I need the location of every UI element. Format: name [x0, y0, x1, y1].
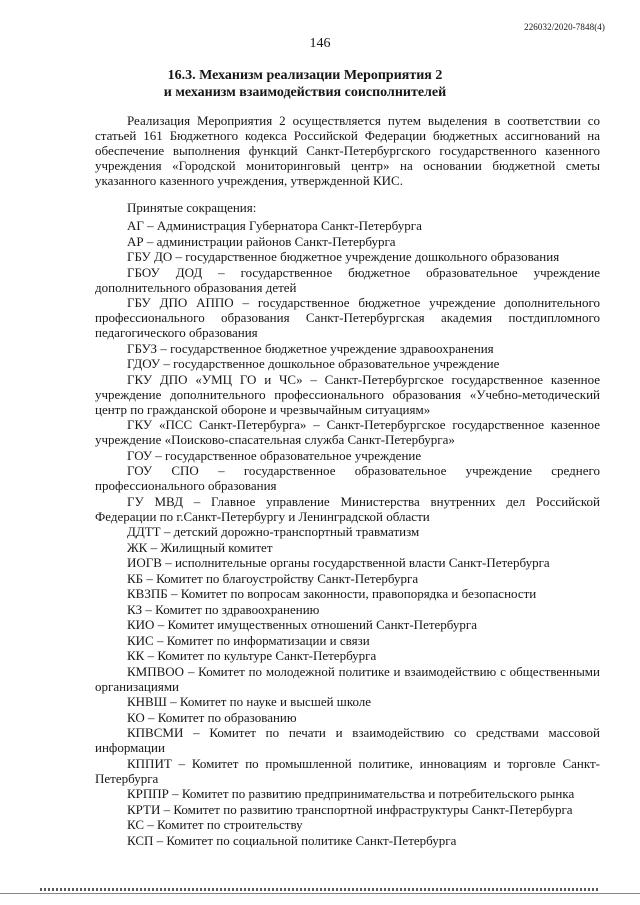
abbreviation-item: ГБУЗ – государственное бюджетное учреждение здравоохранения — [127, 340, 494, 356]
scan-artifact-line — [40, 888, 600, 891]
abbreviation-item: КМПВОО – Комитет по молодежной политике и взаимодействию с общественными организациями — [95, 663, 600, 694]
document-number: 226032/2020-7848(4) — [524, 22, 605, 32]
abbreviation-item: КРТИ – Комитет по развитию транспортной инфраструктуры Санкт-Петербурга — [127, 801, 573, 817]
abbreviation-item: КЗ – Комитет по здравоохранению — [127, 601, 320, 617]
abbreviation-item: КИО – Комитет имущественных отношений Санкт-Петербурга — [127, 617, 478, 632]
abbreviation-item: КППИТ – Комитет по промышленной политике, инновациям и торговле Санкт-Петербурга — [95, 755, 600, 786]
abbreviation-item: АГ – Администрация Губернатора Санкт-Петербурга — [127, 218, 422, 233]
abbreviation-item: КПВСМИ – Комитет по печати и взаимодействию со средствами массовой информации — [95, 725, 600, 755]
abbreviation-item: АР – администрации районов Санкт-Петербурга — [127, 233, 396, 249]
abbreviation-item: ГОУ СПО – государственное образовательное учреждение среднего профессионального образования — [95, 463, 600, 493]
abbreviation-item: ГБУ ДПО АППО – государственное бюджетное учреждение дополнительного профессионального образования Санкт-Петербургская академия постдипломного педагогического образования — [95, 295, 600, 340]
abbreviation-item: ГБОУ ДОД – государственное бюджетное образовательное учреждение дополнительного образования детей — [95, 264, 600, 295]
abbreviation-item: ГБУ ДО – государственное бюджетное учреждение дошкольного образования — [127, 249, 560, 264]
abbreviations-title: Принятые сокращения: — [127, 200, 257, 215]
abbreviation-item: КВЗПБ – Комитет по вопросам законности, правопорядка и безопасности — [127, 586, 537, 601]
abbreviation-item: КК – Комитет по культуре Санкт-Петербурга — [127, 648, 377, 663]
page-number: 146 — [309, 36, 331, 51]
intro-paragraph: Реализация Мероприятия 2 осуществляется путем выделения в соответствии со статьей 161 Бюджетного кодекса Российской Федерации бюджетных ассигнований на обеспечение выполнения функций Санкт-Петербургского государственного казенного учреждения «Городской мониторинговый центр» на основании бюджетной сметы указанного казенного учреждения, утвержденной КИС. — [95, 113, 600, 188]
abbreviation-item: ГОУ – государственное образовательное учреждение — [127, 447, 422, 463]
abbreviation-item: КСП – Комитет по социальной политике Санкт-Петербурга — [127, 832, 457, 848]
abbreviation-item: ИОГВ – исполнительные органы государственной власти Санкт-Петербурга — [127, 555, 550, 570]
abbreviation-item: КБ – Комитет по благоустройству Санкт-Петербурга — [127, 570, 419, 586]
abbreviation-item: ГУ МВД – Главное управление Министерства внутренних дел Российской Федерации по г.Санкт-Петербургу и Ленинградской области — [95, 493, 600, 524]
section-title-line1: 16.3. Механизм реализации Мероприятия 2 — [167, 68, 443, 83]
abbreviations-list — [95, 218, 600, 848]
abbreviation-item: ЖК – Жилищный комитет — [127, 539, 273, 555]
abbreviation-item: ДДТТ – детский дорожно-транспортный травматизм — [127, 524, 420, 539]
abbreviation-item: КИС – Комитет по информатизации и связи — [127, 632, 370, 648]
section-title-line2: и механизм взаимодействия соисполнителей — [163, 85, 447, 100]
abbreviation-item: ГКУ «ПСС Санкт-Петербурга» – Санкт-Петербургское государственное казенное учреждение «Поисково-спасательная служба Санкт-Петербурга» — [95, 417, 600, 447]
scan-artifact-edge — [0, 893, 640, 894]
section-heading — [95, 67, 515, 101]
abbreviation-item: ГДОУ – государственное дошкольное образовательное учреждение — [127, 356, 500, 371]
abbreviation-item: ГКУ ДПО «УМЦ ГО и ЧС» – Санкт-Петербургское государственное казенное учреждение дополнительного профессионального образования «Учебно-методический центр по гражданской обороне и чрезвычайным ситуациям» — [95, 371, 600, 417]
abbreviation-item: КНВШ – Комитет по науке и высшей школе — [127, 694, 372, 709]
abbreviation-item: КРППР – Комитет по развитию предпринимательства и потребительского рынка — [127, 786, 575, 801]
abbreviation-item: КО – Комитет по образованию — [127, 709, 297, 725]
abbreviation-item: КС – Комитет по строительству — [127, 817, 303, 832]
